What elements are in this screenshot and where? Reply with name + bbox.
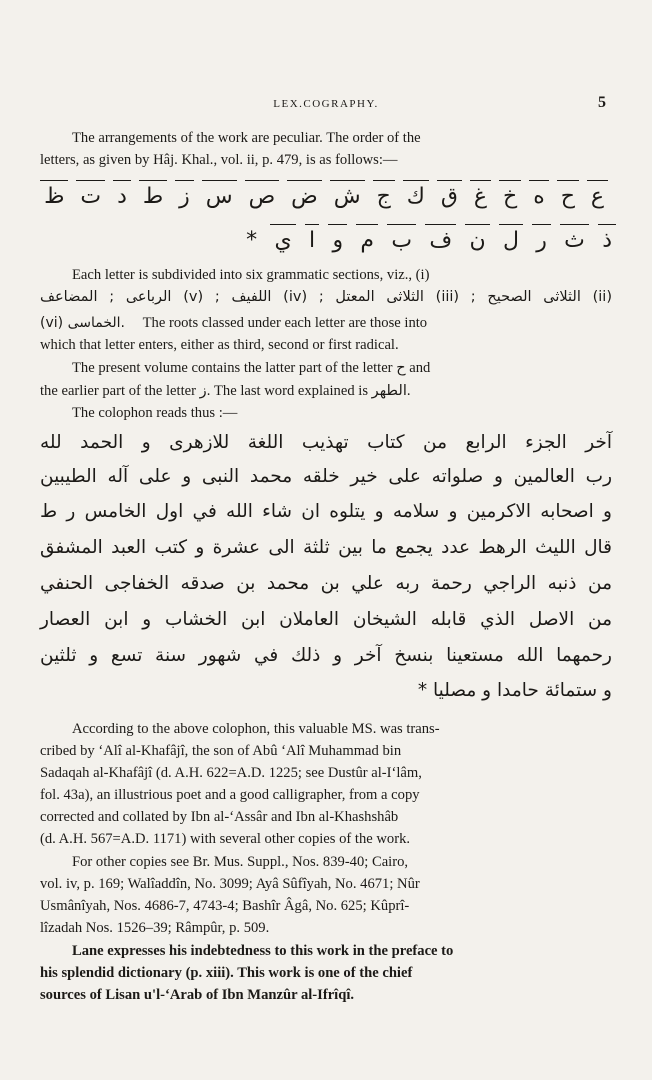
letter: ض [291, 180, 318, 209]
other-copies-line: Usmânîyah, Nos. 4686-7, 4743-4; Bashîr Âgâ, No. 625; Kûprî- [40, 898, 410, 914]
letter: ح [561, 180, 575, 209]
sections-line-4-block [40, 334, 612, 356]
other-copies-paragraph-cont [40, 873, 612, 939]
letter: ق [441, 180, 458, 209]
colophon-line: و ستمائة حامدا و مصليا * [417, 680, 612, 701]
volume-paragraph [40, 357, 612, 379]
letter: خ [503, 180, 517, 209]
intro-line-2: letters, as given by Hâj. Khal., vol. ii, p. 479, is as follows:— [40, 152, 398, 168]
description-line: cribed by ‘Alî al-Khafâjî, the son of Abû ‘Alî Muhammad bin [40, 743, 402, 759]
colophon-intro [40, 402, 612, 424]
lane-paragraph [40, 940, 612, 962]
volume-line-1: The present volume contains the latter part of the letter ح and [72, 360, 431, 376]
sections-line-2: (ii) الثلاثى الصحيح ; (iii) الثلاثى المعتل ; (iv) اللفيف ; (v) الرباعى ; المضاعف [40, 289, 612, 305]
asterisk: * [246, 228, 258, 253]
letter: ا [309, 224, 315, 253]
description-line: Sadaqah al-Khafâjî (d. A.H. 622=A.D. 1225; see Dustûr al-I‘lâm, [40, 765, 422, 781]
letter: ذ [602, 224, 612, 253]
letter: س [206, 180, 233, 209]
running-title: LEX.COGRAPHY. [273, 98, 379, 110]
letter: ص [249, 180, 276, 209]
letter: ك [407, 180, 425, 209]
colophon-line: رحمهما الله مستعينا بنسخ آخر و ذلك في شهور سنة تسع و ثلثين [40, 645, 612, 666]
colophon-line: من الاصل الذي قابله الشيخان العاملان ابن الخشاب و ابن العصار [40, 609, 612, 630]
sections-line-1: Each letter is subdivided into six grammatic sections, viz., (i) [72, 267, 430, 283]
colophon-line: من ذنبه الراجي رحمة ربه علي بن محمد بن صدقه الخفاجى الحنفي [40, 573, 612, 594]
description-line: (d. A.H. 567=A.D. 1171) with several other copies of the work. [40, 831, 411, 847]
colophon-line: قال الليث الرهط عدد يجمع ما بين ثلثة الى عشرة و كتب العبد المشفق [40, 537, 612, 558]
letter: ن [469, 224, 485, 253]
other-copies-line: vol. iv, p. 169; Walîaddîn, No. 3099; Ayâ Sûfîyah, No. 4671; Nûr [40, 876, 420, 892]
description-paragraph-cont [40, 740, 612, 850]
letter: د [117, 180, 127, 209]
letter: ع [591, 180, 604, 209]
description-line: corrected and collated by Ibn al-‘Assâr and Ibn al-Khashshâb [40, 809, 399, 825]
sections-line-4: which that letter enters, either as third, second or first radical. [40, 337, 399, 353]
sections-arabic-line [40, 286, 612, 308]
colophon-intro-text: The colophon reads thus :— [72, 405, 238, 421]
colophon-line: آخر الجزء الرابع من كتاب تهذيب اللغة للازهرى و الحمد لله [40, 432, 612, 453]
running-head [40, 94, 612, 116]
description-line: fol. 43a), an illustrious poet and a good calligrapher, from a copy [40, 787, 420, 803]
letter: ب [391, 224, 412, 253]
other-copies-line: For other copies see Br. Mus. Suppl., Nos. 839-40; Cairo, [72, 854, 409, 870]
intro-line-1: The arrangements of the work are peculiar. The order of the [72, 130, 421, 146]
sections-line-3-english: The roots classed under each letter are those into [142, 315, 428, 331]
colophon-line: رب العالمين و صلواته على خير خلقه محمد النبى و على آله الطيبين [40, 466, 612, 487]
colophon-line: و اصحابه الاكرمين و سلامه و يتلوه ان شاء الله في اول الخامس ر ط [40, 501, 612, 522]
volume-paragraph-cont [40, 380, 612, 402]
description-line: According to the above colophon, this valuable MS. was trans- [72, 721, 440, 737]
page-number: 5 [598, 94, 606, 111]
letter: ي [274, 224, 291, 253]
letter: ث [564, 224, 585, 253]
other-copies-line: lîzadah Nos. 1526–39; Râmpûr, p. 509. [40, 920, 270, 936]
letter: ه [533, 180, 545, 209]
letter: م [360, 224, 374, 253]
letter: ر [536, 224, 547, 253]
sections-paragraph [40, 264, 612, 286]
sections-line-3 [40, 312, 612, 334]
letter-order-row-1 [44, 180, 604, 209]
letter: ف [429, 224, 452, 253]
lane-line: his splendid dictionary (p. xiii). This work is one of the chief [40, 965, 413, 981]
volume-line-2: the earlier part of the letter ز. The last word explained is الطهر. [40, 383, 411, 399]
letter: غ [474, 180, 487, 209]
letter: ل [503, 224, 519, 253]
letter: ط [143, 180, 163, 209]
lane-paragraph-cont [40, 962, 612, 1006]
sections-line-3-arabic: (vi) الخماسى. [40, 315, 125, 331]
other-copies-paragraph [40, 851, 612, 873]
letter: ش [334, 180, 361, 209]
lane-line: sources of Lisan u'l-‘Arab of Ibn Manzûr al-Ifrîqî. [40, 987, 355, 1003]
letter: ظ [44, 180, 64, 209]
letter-order-row-2 [246, 224, 612, 253]
intro-paragraph-cont [40, 149, 612, 171]
letter: ج [377, 180, 391, 209]
intro-paragraph [40, 127, 612, 149]
description-paragraph [40, 718, 612, 740]
letter: ت [80, 180, 101, 209]
letter: و [332, 224, 343, 253]
letter: ز [179, 180, 190, 209]
lane-line: Lane expresses his indebtedness to this work in the preface to [72, 943, 454, 959]
